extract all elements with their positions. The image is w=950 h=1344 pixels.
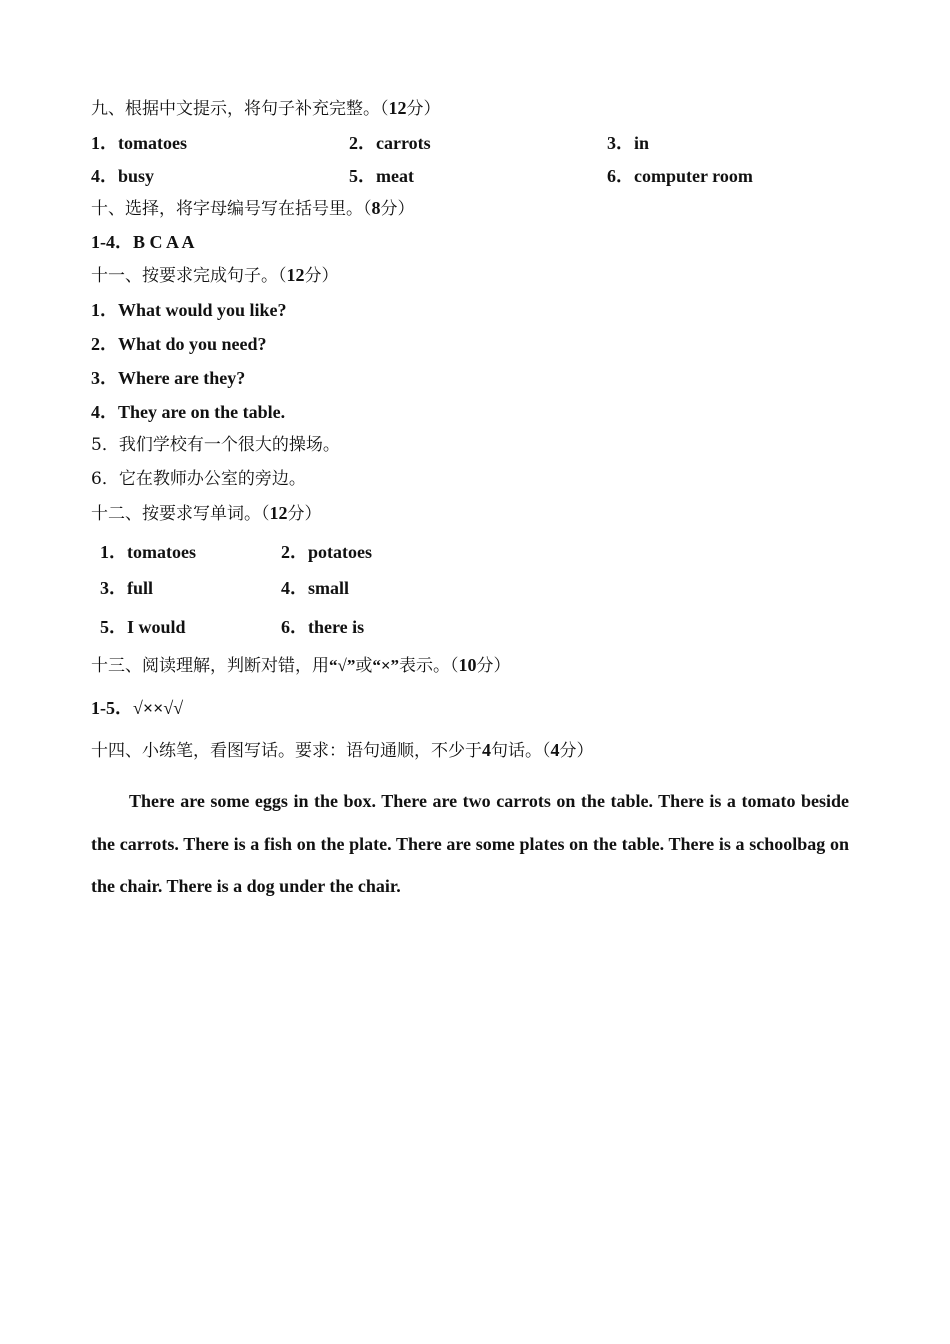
s10-answer: 1-4．B C A A bbox=[91, 232, 195, 252]
s9-item-5: 5．meat bbox=[349, 166, 414, 186]
s11-item-3: 3．Where are they? bbox=[91, 368, 246, 388]
s13-answer: 1-5．√××√√ bbox=[91, 698, 184, 718]
s9-item-3: 3．in bbox=[607, 133, 650, 153]
s11-item-6: 6．它在教师办公室的旁边。 bbox=[91, 469, 306, 489]
s12-item-5: 5．I would bbox=[100, 617, 186, 637]
section-12-title: 十二、按要求写单词。（12分） bbox=[91, 503, 322, 524]
s11-item-2: 2．What do you need? bbox=[91, 334, 267, 354]
s12-item-2: 2．potatoes bbox=[281, 542, 372, 562]
s12-item-1: 1．tomatoes bbox=[100, 542, 196, 562]
s11-item-5: 5．我们学校有一个很大的操场。 bbox=[91, 435, 340, 455]
s9-item-2: 2．carrots bbox=[349, 133, 431, 153]
s9-item-1: 1．tomatoes bbox=[91, 133, 187, 153]
s9-item-6: 6．computer room bbox=[607, 166, 753, 186]
section-11-title: 十一、按要求完成句子。（12分） bbox=[91, 265, 339, 286]
section-10-title: 十、选择，将字母编号写在括号里。（8分） bbox=[91, 198, 415, 219]
section-13-title: 十三、阅读理解，判断对错，用“√”或“×”表示。（10分） bbox=[91, 655, 511, 676]
section-14-title: 十四、小练笔，看图写话。要求：语句通顺，不少于4句话。（4分） bbox=[91, 740, 594, 761]
s11-item-1: 1．What would you like? bbox=[91, 300, 287, 320]
section-9-title: 九、根据中文提示，将句子补充完整。（12分） bbox=[91, 98, 441, 119]
s12-item-3: 3．full bbox=[100, 578, 154, 598]
s14-paragraph: There are some eggs in the box. There are two carrots on the table. There is a tomato beside the carrots. There is a fish on the plate. There are some plates on the table. There is a schoolbag on the chair. There is a dog under the chair. bbox=[91, 791, 849, 896]
s9-item-4: 4．busy bbox=[91, 166, 155, 186]
s11-item-4: 4．They are on the table. bbox=[91, 402, 286, 422]
s12-item-6: 6．there is bbox=[281, 617, 365, 637]
s12-item-4: 4．small bbox=[281, 578, 350, 598]
